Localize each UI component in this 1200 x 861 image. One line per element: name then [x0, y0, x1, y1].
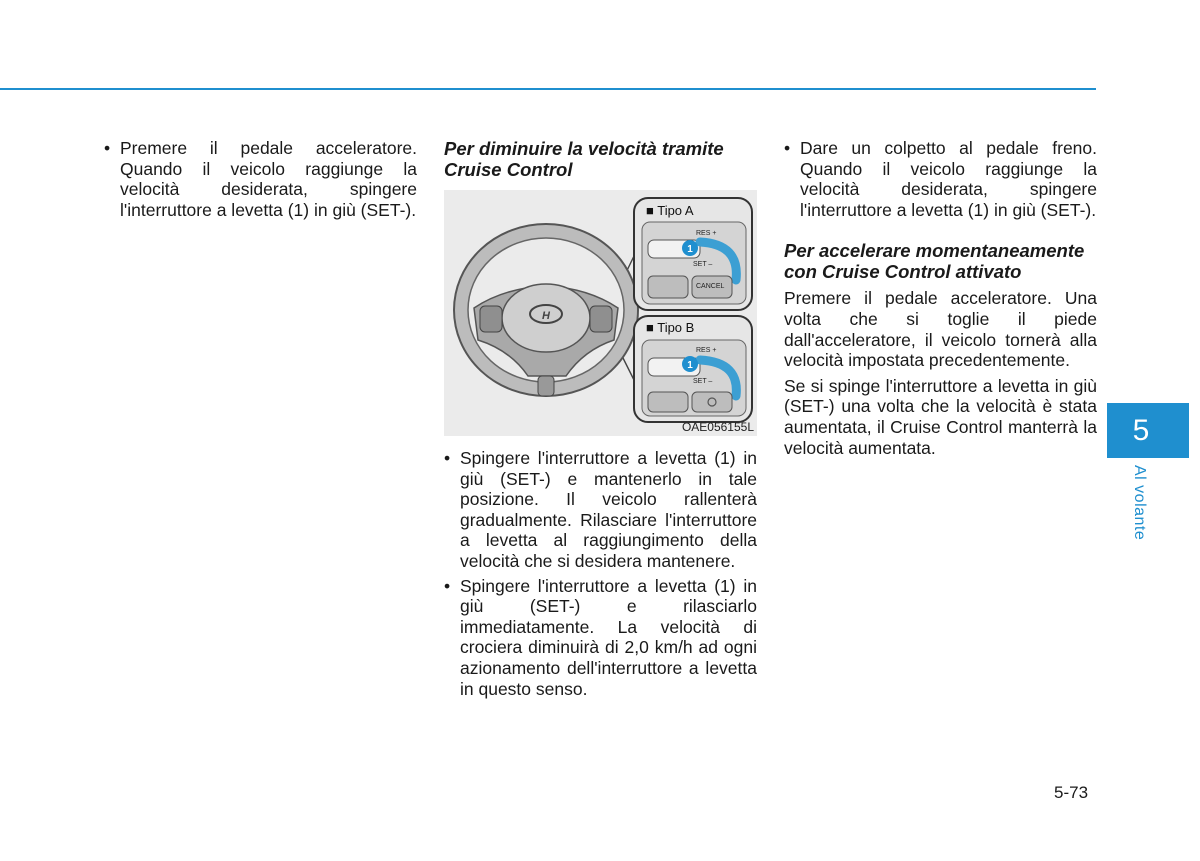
figure-caption: OAE056155L	[681, 420, 754, 434]
svg-text:H: H	[542, 310, 550, 322]
callout-number: 1	[687, 244, 693, 255]
steering-wheel-icon	[454, 224, 638, 396]
bullet-item: • Premere il pedale acceleratore. Quando il veicolo raggiunge la velocità desiderata, spingere l'interruttore a levetta (1) in giù (SET-).	[104, 138, 417, 220]
bullet-item: • Dare un colpetto al pedale freno. Quando il veicolo raggiunge la velocità desiderata, spingere l'interruttore a levetta (1) in giù (SET-).	[784, 138, 1097, 220]
chapter-label: Al volante	[1131, 465, 1148, 541]
bullet-item: • Spingere l'interruttore a levetta (1) in giù (SET-) e mantenerlo in tale posizione. Il veicolo rallenterà gradualmente. Rilasciare l'interruttore a levetta al raggiungimento della velocità che si desidera mantenere.	[444, 448, 757, 572]
type-a-label: ■ Tipo A	[646, 203, 694, 218]
page-number: 5-73	[1054, 783, 1089, 802]
paragraph: Se si spinge l'interruttore a levetta in giù (SET-) una volta che la velocità è stata aumentata, il Cruise Control manterrà la velocità aumentata.	[784, 375, 1097, 458]
chapter-number: 5	[1132, 414, 1150, 447]
header-rule	[0, 88, 1096, 90]
bullet-item: • Spingere l'interruttore a levetta (1) in giù (SET-) e rilasciarlo immediatamente. La velocità di crociera diminuirà di 2,0 km/h ad ogni azionamento dell'interruttore a levetta in questo senso.	[444, 576, 757, 700]
column-middle	[444, 138, 757, 703]
res-label: RES +	[696, 230, 717, 237]
type-b-label: ■ Tipo B	[646, 320, 695, 335]
section-heading: Per accelerare momentaneamente con Cruise Control attivato	[784, 240, 1085, 283]
set-label: SET –	[693, 261, 713, 268]
steering-wheel-illustration	[444, 190, 757, 436]
column-right	[784, 138, 1097, 463]
chapter-tab	[1107, 403, 1189, 458]
paragraph: Premere il pedale acceleratore. Una volta che si toglie il piede dall'acceleratore, il veicolo tornerà alla velocità impostata precedentemente.	[784, 288, 1097, 371]
cancel-label: CANCEL	[696, 283, 725, 290]
res-label-b: RES +	[696, 347, 717, 354]
section-heading: Per diminuire la velocità tramite Cruise Control	[444, 138, 724, 180]
column-left	[104, 138, 417, 224]
set-label-b: SET –	[693, 378, 713, 385]
callout-number-b: 1	[687, 360, 693, 371]
steering-wheel-figure	[444, 190, 757, 436]
